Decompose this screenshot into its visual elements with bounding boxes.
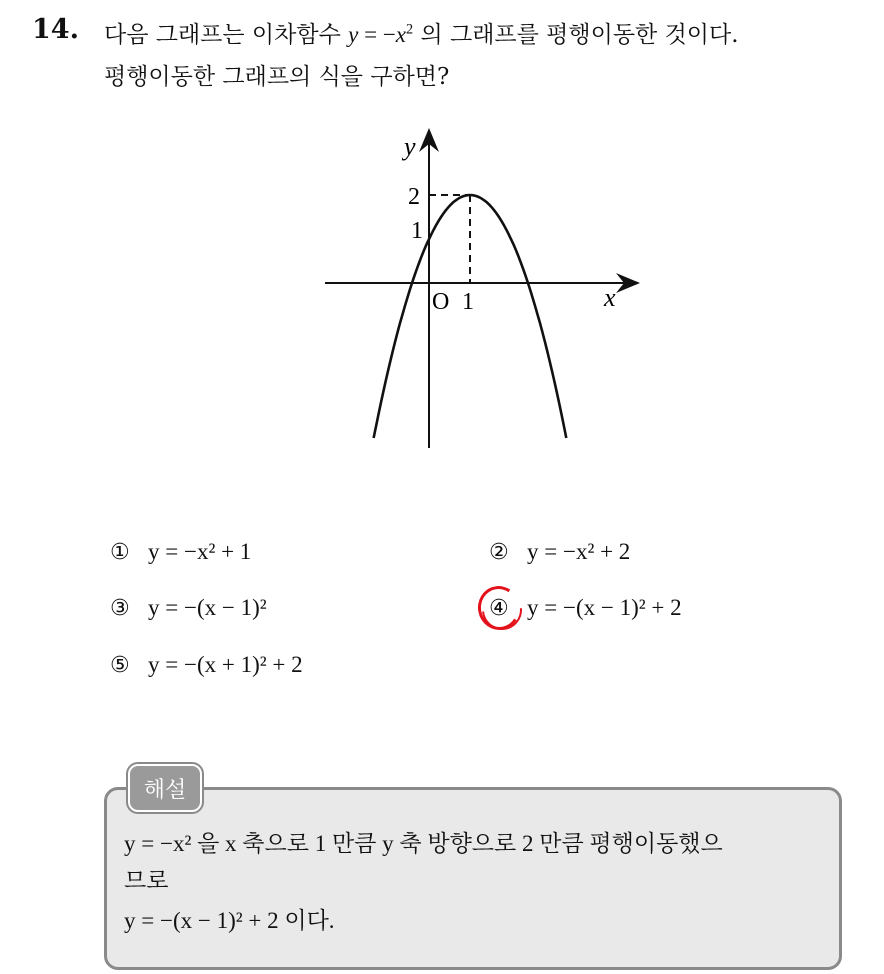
question-text-line2: 평행이동한 그래프의 식을 구하면? [104, 64, 450, 90]
solution-line-3: y = −(x − 1)² + 2 이다. [124, 908, 335, 933]
answer-circle-mark-stroke [474, 582, 530, 638]
y-axis-label: y [404, 132, 416, 161]
choice-number: ④ [489, 596, 509, 621]
choice-number: ② [489, 540, 509, 565]
parabola-graph [320, 126, 650, 456]
formula-exp: 2 [406, 21, 414, 38]
choice-text: y = −x² + 1 [148, 539, 252, 564]
formula-x: x [395, 22, 407, 47]
solution-line-1: y = −x² 을 x 축으로 1 만큼 y 축 방향으로 2 만큼 평행이동했으 [124, 831, 723, 856]
question-prefix: 다음 그래프는 이차함수 [104, 22, 341, 48]
solution-line-2: 므로 [124, 868, 169, 894]
x-axis-label: x [604, 283, 616, 312]
solution-box [104, 787, 842, 970]
choice-number: ⑤ [110, 653, 130, 678]
y-tick-label-2: 2 [408, 184, 420, 210]
choice-number: ③ [110, 596, 130, 621]
question-suffix: 의 그래프를 평행이동한 것이다. [420, 22, 739, 48]
question-number: 14. [32, 14, 79, 45]
choice-1[interactable] [110, 539, 251, 565]
choice-2[interactable] [489, 539, 630, 565]
formula-eq: = − [358, 22, 396, 47]
y-tick-label-1: 1 [411, 218, 423, 244]
choice-number: ① [110, 540, 130, 565]
choice-text: y = −x² + 2 [527, 539, 631, 564]
choice-5[interactable] [110, 652, 303, 678]
origin-label: O [432, 289, 450, 315]
choice-text: y = −(x + 1)² + 2 [148, 652, 303, 677]
choice-text: y = −(x − 1)² [148, 595, 267, 620]
choice-3[interactable] [110, 595, 267, 621]
formula-y: y [348, 22, 359, 47]
question-text-line1 [104, 16, 739, 49]
solution-tab: 해설 [128, 764, 202, 812]
x-tick-label: 1 [462, 289, 474, 315]
choice-text: y = −(x − 1)² + 2 [527, 595, 682, 620]
